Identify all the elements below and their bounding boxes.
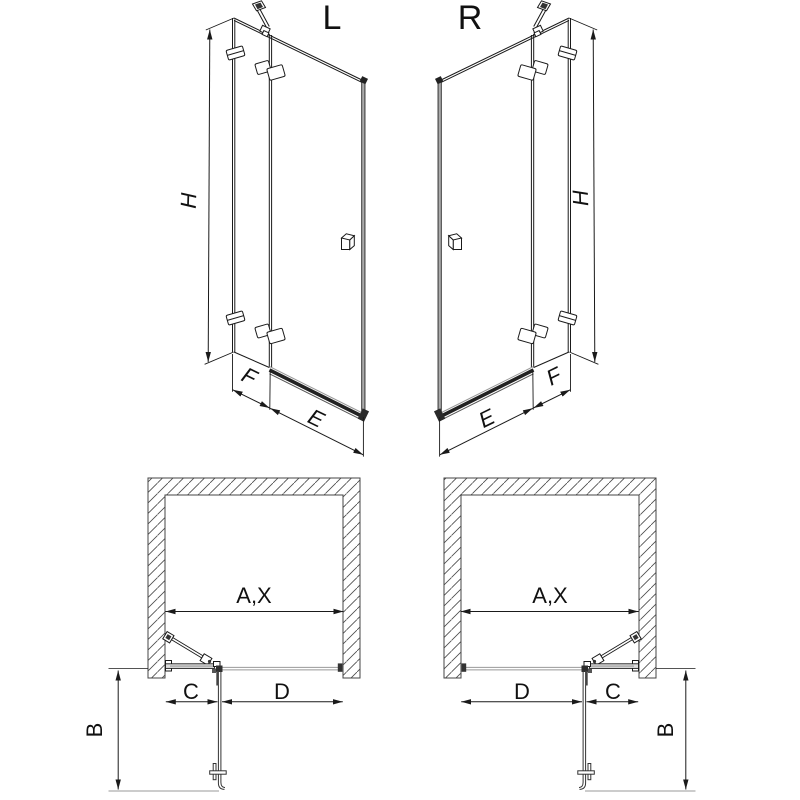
dim-label-height-right: H [567, 189, 594, 207]
dim-label-opening-left: A,X [236, 583, 272, 608]
dim-label-c-right: C [605, 679, 621, 704]
dim-label-door-left: E [304, 403, 329, 433]
dim-label-d-left: D [274, 679, 290, 704]
elevation-right-drawing [434, 0, 598, 457]
elevation-left-drawing [176, 0, 369, 457]
label-variant-left: L [322, 0, 342, 37]
dim-label-height-left: H [175, 192, 202, 210]
dim-label-c-left: C [183, 679, 199, 704]
dim-label-b-right: B [653, 722, 678, 738]
dim-label-opening-right: A,X [532, 583, 568, 608]
plan-left-walls [148, 478, 360, 678]
plan-left-drawing [82, 478, 360, 791]
label-variant-right: R [457, 0, 483, 37]
plan-right-walls [444, 478, 656, 678]
dim-label-fixed-right: F [542, 362, 566, 391]
plan-right-drawing [444, 478, 696, 791]
dim-label-fixed-left: F [237, 362, 261, 391]
dim-label-door-right: E [474, 403, 499, 433]
dim-label-b-left: B [82, 722, 107, 738]
dim-label-d-right: D [514, 679, 530, 704]
